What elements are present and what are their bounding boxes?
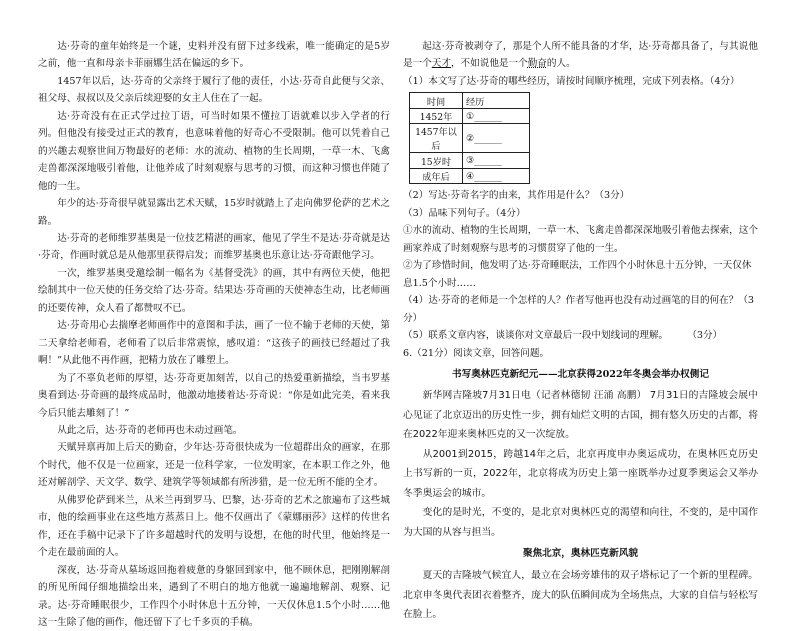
question-6: 6.（21分）阅读文章，回答问题。	[403, 347, 550, 359]
table-header: 经历	[463, 93, 530, 109]
news-paragraph: 夏天的吉隆坡气候宜人，最立在会场旁雄伟的双子塔标记了一个新的里程碑。北京申冬奥代表团衣着整齐，庞大的队伍瞬间成为全场焦点，大家的自信与轻松写在脸上。	[403, 570, 758, 621]
question-4: （4）达·芬奇的老师是一个怎样的人？作者写他再也没有动过画笔的目的何在？（3分）	[403, 295, 755, 324]
experience-table	[409, 92, 530, 184]
question-2: （2）写达·芬奇名字的由来，其作用是什么？（3分）	[403, 190, 630, 202]
left-paragraph: 1457年以后，达·芬奇的父亲终于履行了他的责任，小达·芬奇自此便与父亲、祖父母、叔叔以及父亲后续迎娶的女主人住在了一起。	[38, 75, 390, 105]
table-cell[interactable]: ③______	[463, 153, 530, 169]
left-paragraph: 达·芬奇用心去揣摩老师画作中的意图和手法，画了一位不输于老师的天使，第二天拿给老师看，老师看了以后非常震惊，感叹道：“这孩子的画技已经超过了我啊！”从此他不再作画，把精力放在了雕塑上。	[38, 320, 390, 367]
right-column	[403, 38, 758, 625]
intro-text: 起这·芬奇被剥夺了，那是个人所不能具备的才华，达·芬奇都具备了，与其说他是一个	[403, 41, 758, 70]
question-3-sentence-2: ②为了珍惜时间，他发明了达·芬奇睡眠法，工作四个小时休息十五分钟，一天仅休息1.5个小时……	[403, 260, 752, 289]
intro-text: 的人。	[546, 58, 576, 70]
table-header-row	[410, 93, 530, 109]
right-intro	[403, 38, 758, 73]
intro-text: ，不如说他是一个	[450, 58, 528, 70]
table-header: 时间	[410, 93, 463, 109]
left-paragraph: 天赋异禀再加上后天的勤奋，少年达·芬奇很快成为一位超群出众的画家，在那个时代，他不仅是一位画家，还是一位科学家，一位发明家，在本职工作之外，他还对解剖学、天文学、数学、建筑学等领域都有所涉猎，是一位无所不能的全才。	[38, 442, 390, 489]
left-paragraph: 年少的达·芬奇很早就显露出艺术天赋，15岁时就踏上了走向佛罗伦萨的艺术之路。	[38, 198, 390, 227]
left-paragraph: 达·芬奇的童年始终是一个谜，史料并没有留下过多线索，唯一能确定的是5岁之前，他一直和母亲卡菲丽娜生活在偏远的乡下。	[38, 41, 390, 70]
news-subtitle: 聚焦北京，奥林匹克新风貌	[522, 548, 639, 560]
table-cell: 1457年以后	[410, 124, 463, 153]
question-3-sentence-1: ①水的流动、植物的生长周期，一草一木、飞禽走兽都深深地吸引着他去探索，这个画家养成了时刻观察与思考的习惯贯穿了他的一生。	[403, 225, 758, 254]
news-paragraph: 新华网吉隆坡7月31日电（记者林德韧 汪涌 高鹏） 7月31日的吉隆坡会展中心见证了北京迈出的历史性一步，拥有灿烂文明的古国，拥有悠久历史的古都，将在2022年迎来奥林匹克的又一次绽放。	[403, 390, 758, 441]
table-row	[410, 108, 530, 124]
question-1: （1）本文写了达·芬奇的哪些经历，请按时间顺序梳理，完成下列表格。（4分）	[403, 75, 740, 87]
underlined-word: 天才	[431, 58, 451, 70]
table-cell[interactable]: ④______	[463, 168, 530, 184]
left-paragraph: 从佛罗伦萨到米兰，从米兰再到罗马、巴黎，达·芬奇的艺术之旅遍布了这些城市，他的绘画事业在这些地方蒸蒸日上。他不仅画出了《蒙娜丽莎》这样的传世名作，还在手稿中记录下了许多超越时代的发明与设想，在他的时代里，他始终是一个走在最前面的人。	[38, 494, 390, 559]
table-row	[410, 168, 530, 184]
underlined-word: 勤奋	[527, 58, 547, 70]
table-cell[interactable]: ①______	[463, 108, 530, 124]
left-paragraph: 为了不辜负老师的厚望，达·芬奇更加刻苦，以自己的热爱重新描绘，当韦罗基奥看到达·芬奇画的最终成品时，他激动地搂着达·芬奇说：“你是如此完美，看来我今后只能去雕刻了！”	[38, 372, 390, 419]
left-paragraph: 达·芬奇的老师维罗基奥是一位技艺精湛的画家，他见了学生不是达·芬奇就是达·芬奇，作画时就总是从他那里获得启发；而维罗基奥也乐意让达·芬奇跟他学习。	[38, 232, 390, 262]
left-paragraph: 从此之后，达·芬奇的老师再也未动过画笔。	[57, 424, 243, 436]
left-paragraph: 一次，维罗基奥受邀绘制一幅名为《基督受洗》的画，其中有两位天使，他把绘制其中一位天使的任务交给了达·芬奇。结果达·芬奇画的天使神态生动，比老师画的还要传神，众人看了都赞叹不已。	[38, 267, 390, 314]
table-row	[410, 124, 530, 153]
left-paragraph: 达·芬奇没有在正式学过拉丁语，可当时如果不懂拉丁语就难以步入学者的行列。但他没有接受过正式的教育，也意味着他的好奇心不受限制。他可以凭着自己的兴趣去观察世间万物最好的老师：水的流动、植物的生长周期，一草一木、飞禽走兽都深深地吸引着他，让他养成了时刻观察与思考的习惯，而这种习惯也伴随了他的一生。	[38, 110, 390, 192]
news-title: 书写奥林匹克新纪元——北京获得2022年冬奥会举办权侧记	[452, 369, 709, 381]
news-paragraph: 变化的是时光，不变的，是北京对奥林匹克的渴望和向往，不变的，是中国作为大国的从容与担当。	[403, 507, 758, 538]
question-5: （5）联系文章内容，谈谈你对文章最后一段中划线词的理解。 （3分）	[403, 330, 723, 342]
table-row	[410, 153, 530, 169]
news-paragraph: 从2001到2015，跨越14年之后，北京再度申办奥运成功，在奥林匹克历史上书写新的一页，2022年，北京将成为历史上第一座既举办过夏季奥运会又举办冬季奥运会的城市。	[403, 448, 758, 499]
left-paragraph: 深夜，达·芬奇从墓场返回拖着疲惫的身躯回到家中，他不顾休息，把刚刚解剖的所见所闻仔细地描绘出来，遇到了不明白的地方他就一遍遍地解剖、观察、记录。达·芬奇睡眠很少，工作四个小时休息十五分钟，一天仅休息1.5个小时……他这一生除了他的画作，他还留下了七千多页的手稿。	[38, 564, 390, 628]
table-cell: 成年后	[410, 168, 463, 184]
question-3: （3）品味下列句子。（4分）	[403, 207, 526, 219]
table-cell[interactable]: ②______	[463, 124, 530, 153]
table-cell: 1452年	[410, 108, 463, 124]
table-cell: 15岁时	[410, 153, 463, 169]
left-column	[38, 38, 390, 631]
